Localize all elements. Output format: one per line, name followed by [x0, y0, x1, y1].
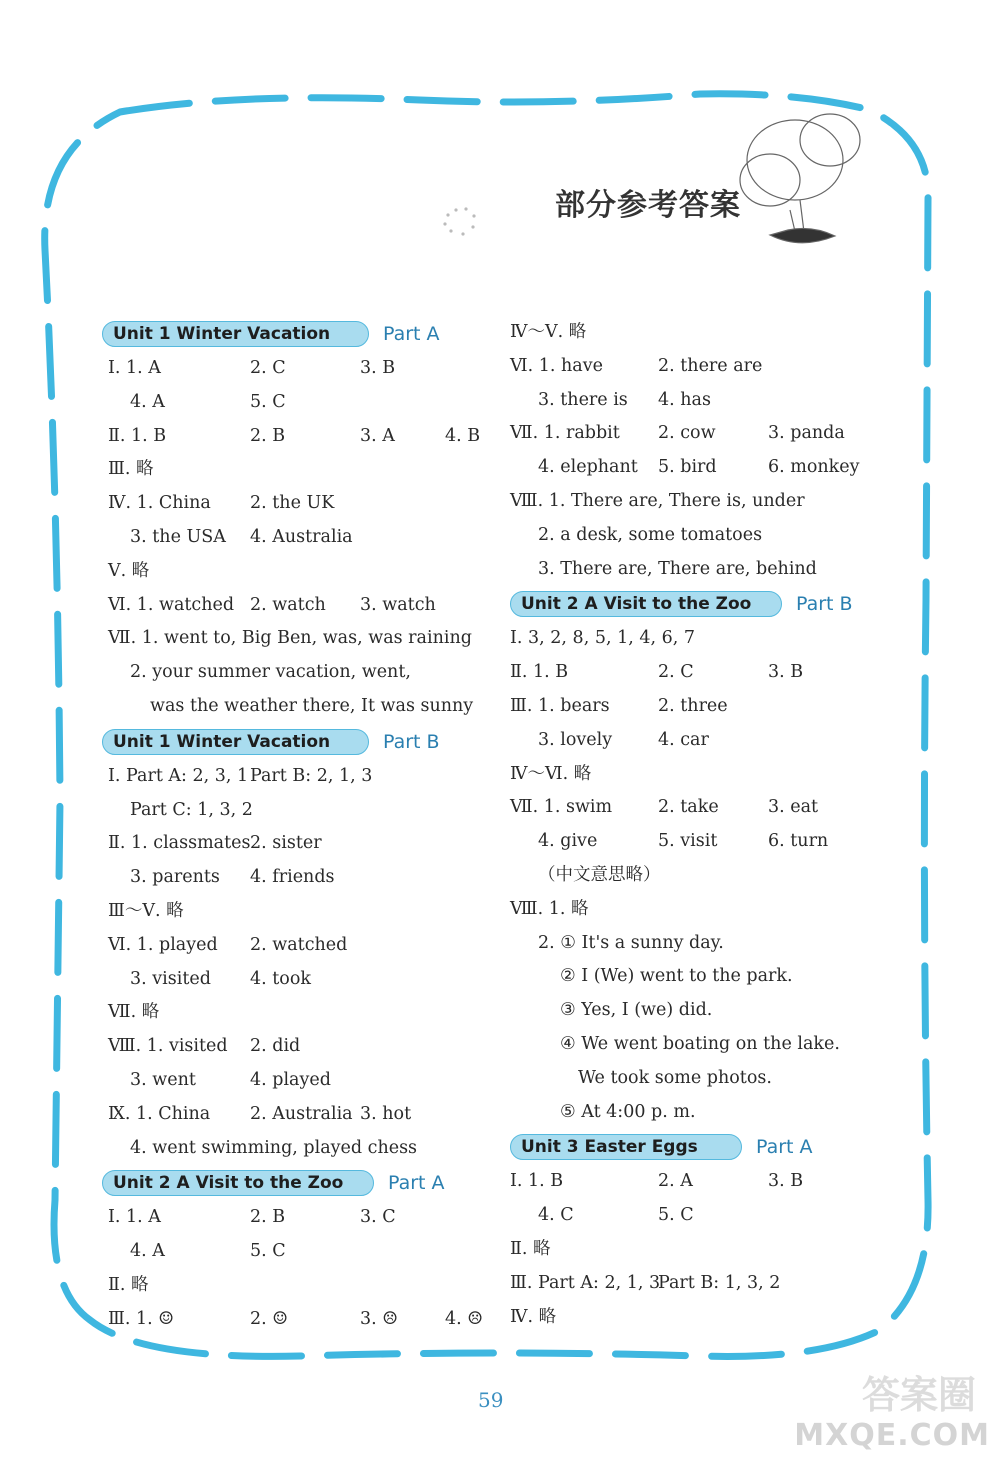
- answer-cell: Ⅶ. 1. went to, Big Ben, was, was raining: [108, 628, 472, 649]
- answer-cell: 2. cow: [658, 423, 716, 444]
- answer-cell: 5. C: [250, 1241, 286, 1262]
- answer-cell: Ⅷ. 1. visited: [108, 1036, 228, 1057]
- answer-cell: Ⅳ. 1. China: [108, 493, 211, 514]
- answer-cell: 4. ☹: [445, 1308, 483, 1329]
- answer-cell: 3. B: [768, 1171, 804, 1192]
- answer-cell: 3. ☹: [360, 1308, 398, 1329]
- answer-cell: Ⅶ. 1. swim: [510, 797, 613, 818]
- answer-cell: 2. three: [658, 695, 728, 716]
- answer-cell: 2. ☺: [250, 1308, 288, 1329]
- answer-cell: Ⅶ. 1. rabbit: [510, 423, 620, 444]
- sun-dots: [443, 207, 475, 235]
- answer-cell: 2. there are: [658, 355, 763, 376]
- answer-cell: （中文意思略）: [538, 864, 661, 885]
- answer-line: [100, 963, 485, 997]
- answer-cell: 2. your summer vacation, went,: [130, 662, 411, 683]
- page-number: 59: [478, 1388, 504, 1412]
- answer-cell: 3. eat: [768, 797, 819, 818]
- answer-line: [508, 1301, 908, 1335]
- answer-cell: Ⅱ. 1. B: [510, 662, 569, 683]
- answer-line: [508, 825, 908, 859]
- answer-cell: Part B: 2, 1, 3: [250, 765, 373, 786]
- answer-line: [508, 485, 908, 519]
- answer-line: [508, 893, 908, 927]
- answer-cell: 4. B: [445, 425, 481, 446]
- unit-title-badge: Unit 2 A Visit to the Zoo: [510, 591, 782, 617]
- page-title: 部分参考答案: [555, 188, 741, 223]
- answer-cell: Ⅰ. Part A: 2, 3, 1: [108, 765, 249, 786]
- answer-line: [508, 994, 908, 1028]
- answer-cell: 2. B: [250, 425, 286, 446]
- answer-cell: Ⅸ. 1. China: [108, 1103, 211, 1124]
- answer-cell: 3. panda: [768, 423, 845, 444]
- answer-cell: 4. C: [538, 1205, 574, 1226]
- answer-cell: 2. Australia: [250, 1103, 353, 1124]
- answer-line: [100, 420, 485, 454]
- answer-cell: 4. elephant: [538, 457, 638, 478]
- answer-cell: 2. the UK: [250, 493, 335, 514]
- answer-line: [100, 1235, 485, 1269]
- answer-cell: 5. C: [658, 1205, 694, 1226]
- answer-cell: ⑤ At 4:00 p. m.: [560, 1101, 696, 1122]
- answer-cell: Ⅰ. 1. A: [108, 358, 161, 378]
- part-label: Part A: [756, 1136, 813, 1159]
- answer-line: [508, 350, 908, 384]
- answer-cell: was the weather there, It was sunny: [150, 695, 474, 716]
- answer-cell: 4. car: [658, 729, 709, 750]
- answer-line: [508, 384, 908, 418]
- answer-line: [100, 453, 485, 487]
- unit-header: [508, 1129, 908, 1165]
- answer-cell: 3. hot: [360, 1103, 412, 1124]
- answer-line: [100, 1269, 485, 1303]
- answer-cell: 5. C: [250, 391, 286, 412]
- answer-line: [508, 1199, 908, 1233]
- answer-line: [508, 656, 908, 690]
- answer-cell: 6. monkey: [768, 457, 860, 478]
- answer-cell: 2. watched: [250, 934, 348, 955]
- answer-line: [100, 656, 485, 690]
- answer-cell: 2. did: [250, 1036, 301, 1057]
- answer-cell: 2. take: [658, 797, 719, 818]
- answer-line: [100, 555, 485, 589]
- answer-cell: 3. A: [360, 425, 395, 446]
- answer-cell: Ⅰ. 1. B: [510, 1171, 564, 1192]
- answer-cell: 4. friends: [250, 867, 335, 888]
- answer-cell: ④ We went boating on the lake.: [560, 1033, 840, 1054]
- answer-cell: 2. C: [250, 358, 286, 378]
- answer-cell: Ⅵ. 1. played: [108, 934, 218, 955]
- answer-line: [508, 960, 908, 994]
- answer-line: [100, 929, 485, 963]
- answer-cell: Ⅱ. 略: [108, 1274, 149, 1295]
- answer-cell: 2. A: [658, 1171, 693, 1192]
- answer-line: [508, 1267, 908, 1301]
- answer-cell: 5. bird: [658, 457, 717, 478]
- unit-header: [100, 1165, 485, 1201]
- answer-cell: Ⅲ. 1. bears: [510, 695, 610, 716]
- answer-cell: Part B: 1, 3, 2: [658, 1272, 781, 1293]
- answer-cell: 2. watch: [250, 594, 326, 615]
- answer-line: [508, 724, 908, 758]
- answer-line: [508, 1233, 908, 1267]
- answer-cell: 3. parents: [130, 867, 220, 888]
- answer-cell: Ⅳ～Ⅵ. 略: [510, 763, 592, 784]
- answer-line: [100, 794, 485, 828]
- answer-cell: ② I (We) went to the park.: [560, 966, 793, 987]
- answer-line: [508, 417, 908, 451]
- answer-line: [508, 1165, 908, 1199]
- answer-line: [100, 386, 485, 420]
- answer-cell: 4. A: [130, 391, 165, 412]
- answer-line: [508, 451, 908, 485]
- answer-cell: 2. ① It's a sunny day.: [538, 932, 724, 953]
- answer-line: [508, 791, 908, 825]
- answer-cell: 3. went: [130, 1069, 196, 1090]
- answer-cell: We took some photos.: [578, 1067, 772, 1088]
- answer-line: [508, 859, 908, 893]
- answer-cell: 4. went swimming, played chess: [130, 1137, 418, 1158]
- unit-header: [100, 316, 485, 352]
- answer-line: [508, 690, 908, 724]
- answer-line: [100, 487, 485, 521]
- left-column: [100, 316, 485, 1337]
- answer-cell: Ⅰ. 3, 2, 8, 5, 1, 4, 6, 7: [510, 628, 695, 649]
- answer-cell: Ⅳ～Ⅴ. 略: [510, 322, 587, 342]
- answer-cell: Ⅱ. 略: [510, 1238, 551, 1259]
- answer-cell: 3. watch: [360, 594, 436, 615]
- answer-cell: Ⅲ. 1. ☺: [108, 1308, 174, 1329]
- answer-line: [508, 1028, 908, 1062]
- answer-line: [508, 316, 908, 350]
- answer-line: [100, 690, 485, 724]
- answer-line: [100, 622, 485, 656]
- unit-title-badge: Unit 1 Winter Vacation: [102, 729, 369, 755]
- answer-line: [508, 553, 908, 587]
- answer-line: [100, 352, 485, 386]
- answer-cell: 3. visited: [130, 968, 211, 989]
- answer-cell: Ⅱ. 1. B: [108, 425, 167, 446]
- watermark-logo-text: 答案圈: [861, 1373, 976, 1417]
- answer-cell: ③ Yes, I (we) did.: [560, 1000, 713, 1021]
- answer-line: [508, 622, 908, 656]
- answer-cell: 2. a desk, some tomatoes: [538, 524, 763, 545]
- answer-line: [100, 1303, 485, 1337]
- answer-line: [508, 927, 908, 961]
- answer-line: [508, 1062, 908, 1096]
- answer-line: [100, 996, 485, 1030]
- answer-line: [100, 895, 485, 929]
- answer-cell: 5. visit: [658, 831, 718, 852]
- unit-header: [100, 724, 485, 760]
- answer-cell: 3. There are, There are, behind: [538, 558, 817, 579]
- answer-cell: 3. the USA: [130, 526, 226, 547]
- answer-cell: Ⅲ. 略: [108, 459, 154, 480]
- watermark-url: MXQE.COM: [794, 1418, 990, 1453]
- answer-line: [100, 827, 485, 861]
- answer-line: [508, 1096, 908, 1130]
- answer-line: [100, 1030, 485, 1064]
- tree-illustration: [740, 114, 860, 243]
- answer-cell: Ⅴ. 略: [108, 560, 150, 581]
- answer-cell: Ⅵ. 1. watched: [108, 594, 235, 615]
- answer-cell: 3. lovely: [538, 729, 613, 750]
- answer-line: [100, 1132, 485, 1166]
- unit-header: [508, 586, 908, 622]
- answer-cell: Ⅱ. 1. classmates: [108, 833, 251, 854]
- answer-cell: Ⅰ. 1. A: [108, 1207, 161, 1228]
- answer-cell: 2. sister: [250, 833, 322, 854]
- right-column: [508, 316, 908, 1334]
- answer-cell: 3. B: [360, 358, 396, 378]
- answer-cell: 6. turn: [768, 831, 829, 852]
- answer-cell: Part C: 1, 3, 2: [130, 799, 253, 820]
- part-label: Part B: [383, 730, 440, 753]
- unit-title-badge: Unit 2 A Visit to the Zoo: [102, 1170, 374, 1196]
- answer-cell: Ⅳ. 略: [510, 1306, 557, 1327]
- answer-line: [100, 589, 485, 623]
- answer-line: [100, 861, 485, 895]
- answer-cell: 4. has: [658, 389, 711, 410]
- answer-cell: 2. B: [250, 1207, 286, 1228]
- answer-cell: Ⅷ. 1. There are, There is, under: [510, 490, 805, 511]
- part-label: Part B: [796, 593, 853, 616]
- answer-line: [100, 521, 485, 555]
- answer-cell: 4. took: [250, 968, 311, 989]
- unit-title-badge: Unit 3 Easter Eggs: [510, 1134, 742, 1160]
- answer-cell: 3. there is: [538, 389, 628, 410]
- answer-line: [100, 1098, 485, 1132]
- answer-cell: 4. played: [250, 1069, 331, 1090]
- answer-line: [100, 760, 485, 794]
- answer-cell: 4. Australia: [250, 526, 353, 547]
- answer-line: [508, 519, 908, 553]
- answer-line: [100, 1201, 485, 1235]
- answer-cell: Ⅶ. 略: [108, 1002, 160, 1023]
- answer-cell: Ⅲ～Ⅴ. 略: [108, 900, 184, 921]
- part-label: Part A: [388, 1172, 445, 1195]
- answer-line: [100, 1064, 485, 1098]
- answer-cell: 4. A: [130, 1241, 165, 1262]
- unit-title-badge: Unit 1 Winter Vacation: [102, 321, 369, 347]
- answer-cell: Ⅵ. 1. have: [510, 355, 603, 376]
- answer-cell: Ⅷ. 1. 略: [510, 898, 589, 919]
- answer-line: [508, 758, 908, 792]
- answer-cell: 4. give: [538, 831, 598, 852]
- answer-cell: 2. C: [658, 662, 694, 683]
- part-label: Part A: [383, 323, 440, 345]
- answer-cell: Ⅲ. Part A: 2, 1, 3: [510, 1272, 661, 1293]
- answer-cell: 3. C: [360, 1207, 396, 1228]
- answer-cell: 3. B: [768, 662, 804, 683]
